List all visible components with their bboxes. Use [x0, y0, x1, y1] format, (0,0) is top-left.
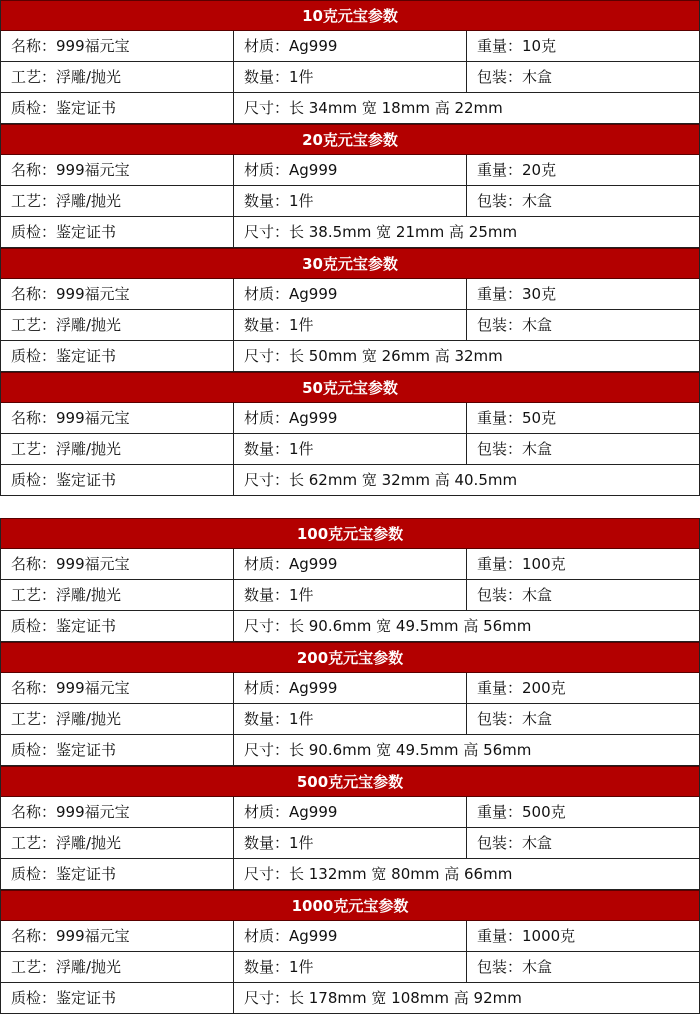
weight-cell: 重量：10克	[477, 37, 557, 55]
qc-cell: 质检：鉴定证书	[1, 217, 234, 247]
weight-cell: 重量：1000克	[477, 927, 576, 945]
table-row	[1, 279, 699, 310]
qc-cell: 质检：鉴定证书	[1, 341, 234, 371]
material-cell: 材质：Ag999	[234, 797, 467, 827]
craft-cell: 工艺：浮雕/抛光	[1, 434, 234, 464]
size-cell: 尺寸：长 38.5mm 宽 21mm 高 25mm	[244, 223, 518, 241]
weight-cell: 重量：20克	[477, 161, 557, 179]
material-cell: 材质：Ag999	[234, 279, 467, 309]
quantity-cell: 数量：1件	[234, 434, 467, 464]
spec-section-100g	[1, 518, 699, 642]
table-row	[1, 434, 699, 465]
packaging-cell: 包装：木盒	[477, 192, 553, 210]
size-cell: 尺寸：长 62mm 宽 32mm 高 40.5mm	[244, 471, 518, 489]
table-row	[1, 921, 699, 952]
weight-cell: 重量：50克	[477, 409, 557, 427]
quantity-cell: 数量：1件	[234, 580, 467, 610]
quantity-cell: 数量：1件	[234, 62, 467, 92]
material-cell: 材质：Ag999	[234, 155, 467, 185]
section-title: 500克元宝参数	[1, 766, 699, 797]
table-row	[1, 465, 699, 496]
name-cell: 名称：999福元宝	[1, 549, 234, 579]
spec-section-10g	[1, 0, 699, 124]
weight-cell: 重量：30克	[477, 285, 557, 303]
quantity-cell: 数量：1件	[234, 828, 467, 858]
packaging-cell: 包装：木盒	[477, 316, 553, 334]
weight-cell: 重量：500克	[477, 803, 566, 821]
table-row	[1, 310, 699, 341]
section-title: 200克元宝参数	[1, 642, 699, 673]
qc-cell: 质检：鉴定证书	[1, 983, 234, 1013]
table-row	[1, 797, 699, 828]
name-cell: 名称：999福元宝	[1, 31, 234, 61]
spec-section-20g	[1, 124, 699, 248]
table-row	[1, 828, 699, 859]
section-title: 20克元宝参数	[1, 124, 699, 155]
name-cell: 名称：999福元宝	[1, 797, 234, 827]
table-row	[1, 217, 699, 248]
material-cell: 材质：Ag999	[234, 673, 467, 703]
size-cell: 尺寸：长 50mm 宽 26mm 高 32mm	[244, 347, 503, 365]
section-title: 1000克元宝参数	[1, 890, 699, 921]
craft-cell: 工艺：浮雕/抛光	[1, 62, 234, 92]
spec-section-500g	[1, 766, 699, 890]
table-row	[1, 31, 699, 62]
craft-cell: 工艺：浮雕/抛光	[1, 186, 234, 216]
name-cell: 名称：999福元宝	[1, 155, 234, 185]
size-cell: 尺寸：长 90.6mm 宽 49.5mm 高 56mm	[244, 617, 532, 635]
size-cell: 尺寸：长 90.6mm 宽 49.5mm 高 56mm	[244, 741, 532, 759]
spec-table-group-1	[0, 0, 700, 496]
packaging-cell: 包装：木盒	[477, 68, 553, 86]
table-row	[1, 62, 699, 93]
qc-cell: 质检：鉴定证书	[1, 611, 234, 641]
weight-cell: 重量：100克	[477, 555, 566, 573]
packaging-cell: 包装：木盒	[477, 586, 553, 604]
table-row	[1, 186, 699, 217]
qc-cell: 质检：鉴定证书	[1, 93, 234, 123]
qc-cell: 质检：鉴定证书	[1, 465, 234, 495]
spec-section-50g	[1, 372, 699, 496]
name-cell: 名称：999福元宝	[1, 403, 234, 433]
spec-section-1000g	[1, 890, 699, 1014]
packaging-cell: 包装：木盒	[477, 834, 553, 852]
packaging-cell: 包装：木盒	[477, 710, 553, 728]
name-cell: 名称：999福元宝	[1, 279, 234, 309]
material-cell: 材质：Ag999	[234, 31, 467, 61]
size-cell: 尺寸：长 178mm 宽 108mm 高 92mm	[244, 989, 522, 1007]
table-row	[1, 93, 699, 124]
weight-cell: 重量：200克	[477, 679, 566, 697]
craft-cell: 工艺：浮雕/抛光	[1, 828, 234, 858]
table-row	[1, 611, 699, 642]
size-cell: 尺寸：长 34mm 宽 18mm 高 22mm	[244, 99, 503, 117]
table-row	[1, 859, 699, 890]
section-title: 100克元宝参数	[1, 518, 699, 549]
table-row	[1, 549, 699, 580]
table-row	[1, 735, 699, 766]
quantity-cell: 数量：1件	[234, 186, 467, 216]
spec-section-200g	[1, 642, 699, 766]
table-row	[1, 341, 699, 372]
craft-cell: 工艺：浮雕/抛光	[1, 952, 234, 982]
section-title: 10克元宝参数	[1, 0, 699, 31]
table-row	[1, 704, 699, 735]
section-title: 50克元宝参数	[1, 372, 699, 403]
qc-cell: 质检：鉴定证书	[1, 859, 234, 889]
table-row	[1, 673, 699, 704]
material-cell: 材质：Ag999	[234, 403, 467, 433]
material-cell: 材质：Ag999	[234, 921, 467, 951]
craft-cell: 工艺：浮雕/抛光	[1, 580, 234, 610]
quantity-cell: 数量：1件	[234, 310, 467, 340]
craft-cell: 工艺：浮雕/抛光	[1, 704, 234, 734]
qc-cell: 质检：鉴定证书	[1, 735, 234, 765]
table-row	[1, 952, 699, 983]
packaging-cell: 包装：木盒	[477, 958, 553, 976]
table-row	[1, 155, 699, 186]
craft-cell: 工艺：浮雕/抛光	[1, 310, 234, 340]
name-cell: 名称：999福元宝	[1, 673, 234, 703]
spec-table-group-2	[0, 518, 700, 1014]
table-row	[1, 403, 699, 434]
quantity-cell: 数量：1件	[234, 704, 467, 734]
table-row	[1, 580, 699, 611]
packaging-cell: 包装：木盒	[477, 440, 553, 458]
name-cell: 名称：999福元宝	[1, 921, 234, 951]
section-title: 30克元宝参数	[1, 248, 699, 279]
material-cell: 材质：Ag999	[234, 549, 467, 579]
table-row	[1, 983, 699, 1014]
spec-section-30g	[1, 248, 699, 372]
quantity-cell: 数量：1件	[234, 952, 467, 982]
size-cell: 尺寸：长 132mm 宽 80mm 高 66mm	[244, 865, 513, 883]
